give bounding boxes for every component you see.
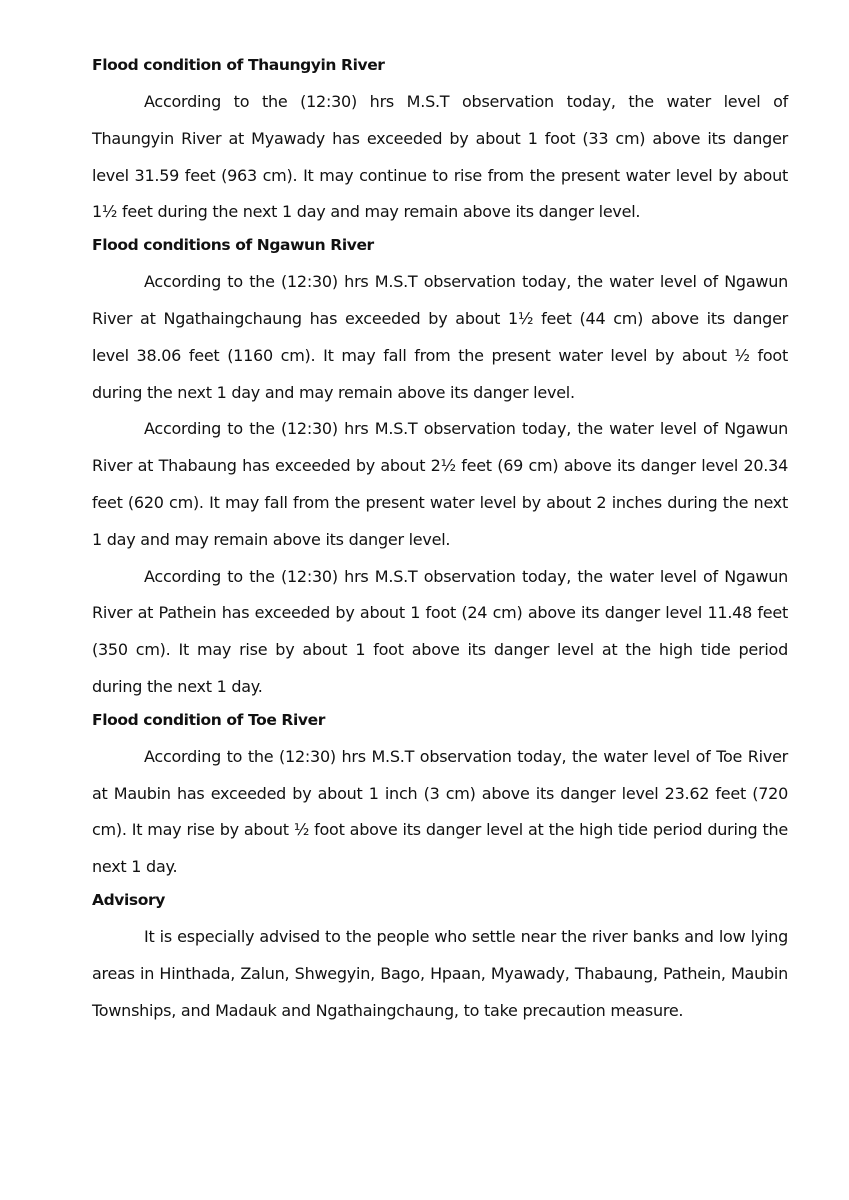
- section-toe-river: [92, 706, 788, 886]
- section-heading: Flood conditions of Ngawun River: [92, 236, 374, 255]
- section-advisory: [92, 886, 788, 1029]
- section-heading: Advisory: [92, 890, 165, 909]
- paragraph: It is especially advised to the people who settle near the river banks and low lying areas in Hinthada, Zalun, Shwegyin, Bago, Hpaan, Myawady, Thabaung, Pathein, Maubin Townships, and Madauk and Ngathaingchaung, to take precaution measure.: [92, 926, 788, 1020]
- section-heading: Flood condition of Toe River: [92, 710, 325, 729]
- paragraph: According to the (12:30) hrs M.S.T observation today, the water level of Ngawun River at Ngathaingchaung has exceeded by about 1½ feet (44 cm) above its danger level 38.06 feet (1160 cm). It may fall from the present water level by about ½ foot during the next 1 day and may remain above its danger level.: [92, 272, 788, 402]
- paragraph: According to the (12:30) hrs M.S.T observation today, the water level of Toe River at Maubin has exceeded by about 1 inch (3 cm) above its danger level 23.62 feet (720 cm). It may rise by about ½ foot above its danger level at the high tide period during the next 1 day.: [92, 746, 788, 877]
- paragraph: According to the (12:30) hrs M.S.T observation today, the water level of Ngawun River at Pathein has exceeded by about 1 foot (24 cm) above its danger level 11.48 feet (350 cm). It may rise by about 1 foot above its danger level at the high tide period during the next 1 day.: [92, 566, 788, 696]
- section-heading: Flood condition of Thaungyin River: [92, 56, 385, 74]
- paragraph: According to the (12:30) hrs M.S.T observation today, the water level of Thaungyin River at Myawady has exceeded by about 1 foot (33 cm) above its danger level 31.59 feet (963 cm). It may continue to rise from the present water level by about 1½ feet during the next 1 day and may remain above its danger level.: [92, 92, 788, 222]
- section-thaungyin-river: [92, 51, 788, 231]
- section-ngawun-river: [92, 231, 788, 706]
- paragraph: According to the (12:30) hrs M.S.T observation today, the water level of Ngawun River at Thabaung has exceeded by about 2½ feet (69 cm) above its danger level 20.34 feet (620 cm). It may fall from the present water level by about 2 inches during the next 1 day and may remain above its danger level.: [92, 419, 788, 549]
- document-page: [92, 51, 788, 1029]
